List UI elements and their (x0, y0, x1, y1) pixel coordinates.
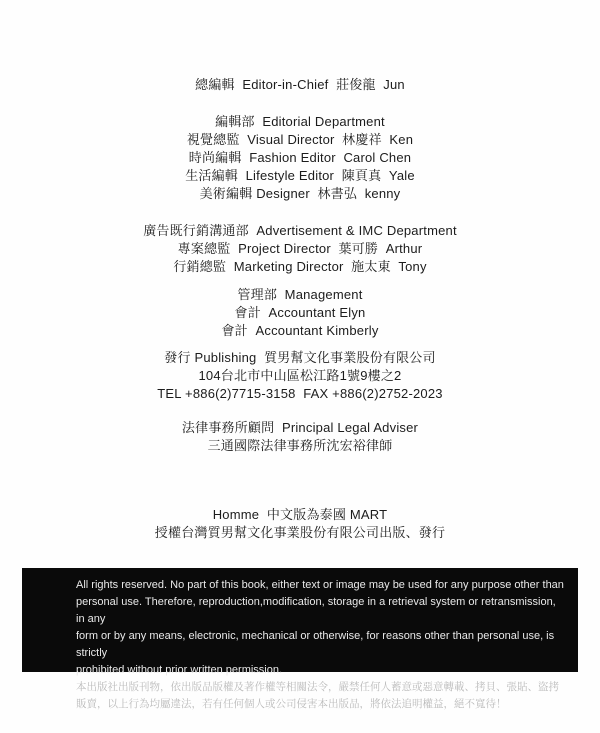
masthead-line: 會計 Accountant Elyn (234, 305, 366, 320)
copyright-chinese-line: 本出版社出版刊物，依出版品版權及著作權等相關法令，嚴禁任何人蓄意或惡意轉載、拷貝、張貼、盜拷 (76, 681, 559, 693)
masthead-line: 三通國際法律事務所沈宏裕律師 (207, 438, 393, 453)
publisher-address: 104台北市中山區松江路1號9樓之2 (198, 368, 402, 383)
section-legal-adviser (0, 419, 600, 455)
copyright-english-line: form or by any means, electronic, mechanical or otherwise, for reasons other than personal use, is strictly (76, 630, 558, 659)
license-line: 授權台灣質男幫文化事業股份有限公司出版、發行 (154, 525, 446, 540)
section-management (0, 286, 600, 340)
license-line: Homme 中文版為泰國 MART (212, 507, 388, 522)
masthead-line: 視覺總監 Visual Director 林慶祥 Ken (186, 132, 414, 147)
copyright-notice-box (22, 568, 578, 710)
section-heading: 編輯部 Editorial Department (215, 114, 385, 129)
section-heading: 管理部 Management (237, 287, 363, 302)
copyright-english-line: All rights reserved. No part of this book, either text or image may be used for any purpose other than (76, 579, 564, 591)
copyright-english-line: personal use. Therefore, reproduction,modification, storage in a retrieval system or retransmission, in any (76, 596, 559, 625)
section-heading: 廣告既行銷溝通部 Advertisement & IMC Department (143, 223, 457, 238)
copyright-chinese-line: 販賣，以上行為均屬違法，若有任何個人或公司侵害本出版品，將依法追明權益，絕不寬待！ (76, 698, 507, 710)
masthead-line: 時尚編輯 Fashion Editor Carol Chen (188, 150, 412, 165)
section-advertisement-imc-department (0, 222, 600, 276)
masthead-line: 專案總監 Project Director 葉可勝 Arthur (177, 241, 423, 256)
publisher-phone-fax: TEL +886(2)7715-3158 FAX +886(2)2752-2023 (157, 386, 443, 401)
copyright-english-line: prohibited without prior written permission. (76, 664, 283, 676)
section-heading: 發行 Publishing 質男幫文化事業股份有限公司 (164, 350, 436, 365)
masthead-line: 美術編輯 Designer 林書弘 kenny (199, 186, 401, 201)
masthead (0, 76, 600, 542)
section-heading: 法律事務所顧問 Principal Legal Adviser (181, 420, 419, 435)
section-editor-in-chief (0, 76, 600, 94)
masthead-line: 生活編輯 Lifestyle Editor 陳頁真 Yale (185, 168, 415, 183)
masthead-line: 總編輯 Editor-in-Chief 莊俊龍 Jun (195, 77, 405, 92)
masthead-line: 行銷總監 Marketing Director 施太東 Tony (173, 259, 427, 274)
section-publishing (0, 349, 600, 403)
masthead-line: 會計 Accountant Kimberly (221, 323, 379, 338)
section-license (0, 506, 600, 542)
section-editorial-department (0, 113, 600, 203)
